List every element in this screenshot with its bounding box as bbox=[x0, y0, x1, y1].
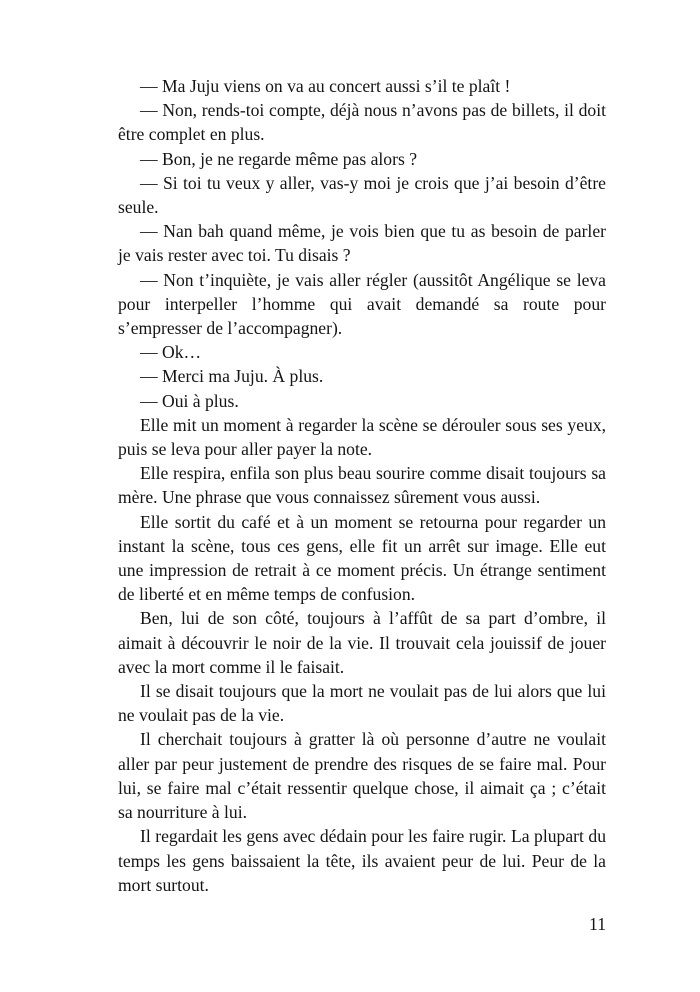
paragraph-2: — Non, rends-toi compte, déjà nous n’avons pas de billets, il doit être complet en plus. bbox=[118, 100, 606, 145]
paragraph-3: — Bon, je ne regarde même pas alors ? bbox=[140, 148, 417, 169]
paragraph-16: Il regardait les gens avec dédain pour les faire rugir. La plupart du temps les gens baissaient la tête, ils avaient peur de lui. Peur de la mort surtout. bbox=[118, 826, 606, 895]
paragraph-14: Il se disait toujours que la mort ne voulait pas de lui alors que lui ne voulait pas de la vie. bbox=[118, 681, 606, 726]
paragraph-5: — Nan bah quand même, je vois bien que tu as besoin de parler je vais rester avec toi. Tu disais ? bbox=[118, 221, 606, 266]
paragraph-15: Il cherchait toujours à gratter là où personne d’autre ne voulait aller par peur justement de prendre des risques de se faire mal. Pour lui, se faire mal c’était ressentir quelque chose, il aimait ça ; c’était sa nourriture à lui. bbox=[118, 729, 606, 823]
paragraph-4: — Si toi tu veux y aller, vas-y moi je crois que j’ai besoin d’être seule. bbox=[118, 172, 606, 218]
paragraph-1: — Ma Juju viens on va au concert aussi s’il te plaît ! bbox=[140, 76, 511, 96]
paragraph-13: Ben, lui de son côté, toujours à l’affût de sa part d’ombre, il aimait à découvrir le noir de la vie. Il trouvait cela jouissif de jouer avec la mort comme il le faisait. bbox=[118, 608, 606, 677]
page-number: 11 bbox=[589, 914, 606, 934]
paragraph-10: Elle mit un moment à regarder la scène se dérouler sous ses yeux, puis se leva pour aller payer la note. bbox=[118, 414, 606, 460]
paragraph-12: Elle sortit du café et à un moment se retourna pour regarder un instant la scène, tous ces gens, elle fit un arrêt sur image. Elle eut une impression de retrait à ce moment précis. Un étrange sentiment de liberté et en même temps de confusion. bbox=[118, 511, 606, 605]
paragraph-7: — Ok… bbox=[140, 342, 202, 363]
paragraph-9: — Oui à plus. bbox=[140, 390, 239, 411]
paragraph-11: Elle respira, enfila son plus beau sourire comme disait toujours sa mère. Une phrase que vous connaissez sûrement vous aussi. bbox=[118, 463, 606, 508]
body-text bbox=[118, 74, 606, 897]
paragraph-6: — Non t’inquiète, je vais aller régler (aussitôt Angélique se leva pour interpeller l’homme qui avait demandé sa route pour s’empresser de l’accompagner). bbox=[118, 269, 606, 339]
paragraph-8: — Merci ma Juju. À plus. bbox=[140, 366, 324, 387]
